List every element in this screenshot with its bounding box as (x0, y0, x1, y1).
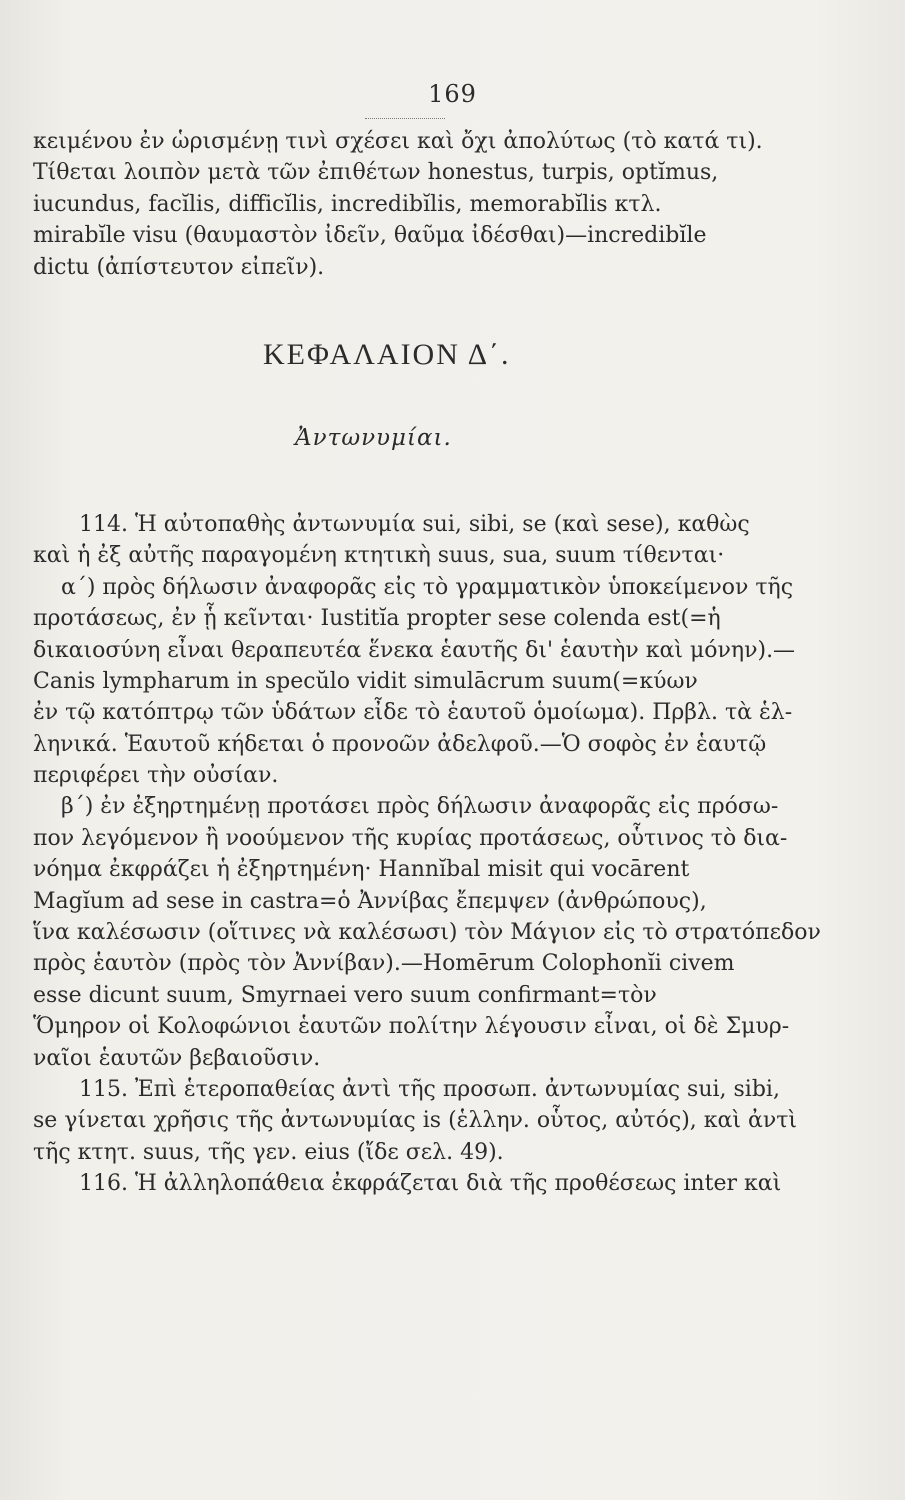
chapter-subtitle-block (33, 413, 793, 493)
text-line: προτάσεως, ἐν ᾗ κεῖνται· Iustitĭa propter sese colenda est(=ἡ (33, 606, 721, 632)
chapter-title: ΚΕΦΑΛΑΙΟΝ Δ΄. (263, 337, 511, 371)
paragraph-115-start: 115. Ἐπὶ ἑτεροπαθείας ἀντὶ τῆς προσωπ. ἀντωνυμίας sui, sibi, (79, 1076, 780, 1102)
paragraph-116-start: 116. Ἡ ἀλληλοπάθεια ἐκφράζεται διὰ τῆς προθέσεως inter καὶ (79, 1171, 782, 1197)
page-number: 169 (428, 80, 477, 108)
text-line: ἵνα καλέσωσιν (οἵτινες νὰ καλέσωσι) τὸν Μάγιον εἰς τὸ στρατόπεδον (33, 920, 821, 946)
text-line: νόημα ἐκφράζει ἡ ἐξηρτημένη· Hannĭbal misit qui vocārent (33, 857, 690, 883)
text-line: πον λεγόμενον ἢ νοούμενον τῆς κυρίας προτάσεως, οὗτινος τὸ δια- (33, 825, 788, 851)
text-line: esse dicunt suum, Smyrnaei vero suum confirmant=τὸν (33, 982, 657, 1008)
text-line: mirabĭle visu (θαυμαστὸν ἰδεῖν, θαῦμα ἰδέσθαι)—incredibĭle (33, 223, 707, 249)
page-number-rule (365, 118, 445, 119)
text-line: se γίνεται χρῆσις τῆς ἀντωνυμίας is (ἑλλην. οὗτος, αὐτός), καὶ ἀντὶ (33, 1108, 798, 1134)
text-line: α΄) πρὸς δήλωσιν ἀναφορᾶς εἰς τὸ γραμματικὸν ὑποκείμενον τῆς (61, 574, 794, 600)
text-line: ἐν τῷ κατόπτρῳ τῶν ὑδάτων εἶδε τὸ ἑαυτοῦ ὁμοίωμα). Πρβλ. τὰ ἑλ- (33, 700, 793, 726)
text-line: Canis lympharum in specŭlo vidit simulācrum suum(=κύων (33, 668, 698, 694)
text-line: Magĭum ad sese in castra=ὁ Ἀννίβας ἔπεμψεν (ἀνθρώπους), (33, 888, 707, 914)
text-line: τῆς κτητ. suus, τῆς γεν. eius (ἴδε σελ. 49). (33, 1139, 504, 1165)
text-line: dictu (ἀπίστευτον εἰπεῖν). (33, 254, 325, 280)
text-line: καὶ ἡ ἐξ αὐτῆς παραγομένη κτητικὴ suus, sua, suum τίθενται· (33, 543, 725, 569)
text-line: ναῖοι ἑαυτῶν βεβαιοῦσιν. (33, 1045, 321, 1071)
page-text (33, 126, 821, 1200)
text-line: περιφέρει τὴν οὐσίαν. (33, 763, 279, 789)
text-line: Ὅμηρον οἱ Κολοφώνιοι ἑαυτῶν πολίτην λέγουσιν εἶναι, οἱ δὲ Σμυρ- (33, 1014, 790, 1040)
text-line: Τίθεται λοιπὸν μετὰ τῶν ἐπιθέτων honestus, turpis, optĭmus, (33, 160, 719, 186)
chapter-heading (33, 283, 793, 413)
text-line: ληνικά. Ἑαυτοῦ κήδεται ὁ προνοῶν ἀδελφοῦ.—Ὁ σοφὸς ἐν ἑαυτῷ (33, 731, 767, 757)
paragraph-114-start: 114. Ἡ αὐτοπαθὴς ἀντωνυμία sui, sibi, se (καὶ sese), καθὼς (79, 511, 750, 537)
chapter-subtitle: Ἀντωνυμίαι. (295, 424, 452, 451)
text-line: κειμένου ἐν ὡρισμένῃ τινὶ σχέσει καὶ ὄχι ἀπολύτως (τὸ κατά τι). (33, 129, 763, 154)
text-line: β΄) ἐν ἐξηρτημένῃ προτάσει πρὸς δήλωσιν ἀναφορᾶς εἰς πρόσω- (61, 794, 779, 820)
text-line: πρὸς ἑαυτὸν (πρὸς τὸν Ἀννίβαν).—Homērum Colophonĭi civem (33, 951, 735, 977)
text-line: δικαιοσύνη εἶναι θεραπευτέα ἕνεκα ἑαυτῆς δι' ἑαυτὴν καὶ μόνην).— (33, 637, 796, 663)
text-line: iucundus, facĭlis, difficĭlis, incredibĭlis, memorabĭlis κτλ. (33, 191, 662, 217)
